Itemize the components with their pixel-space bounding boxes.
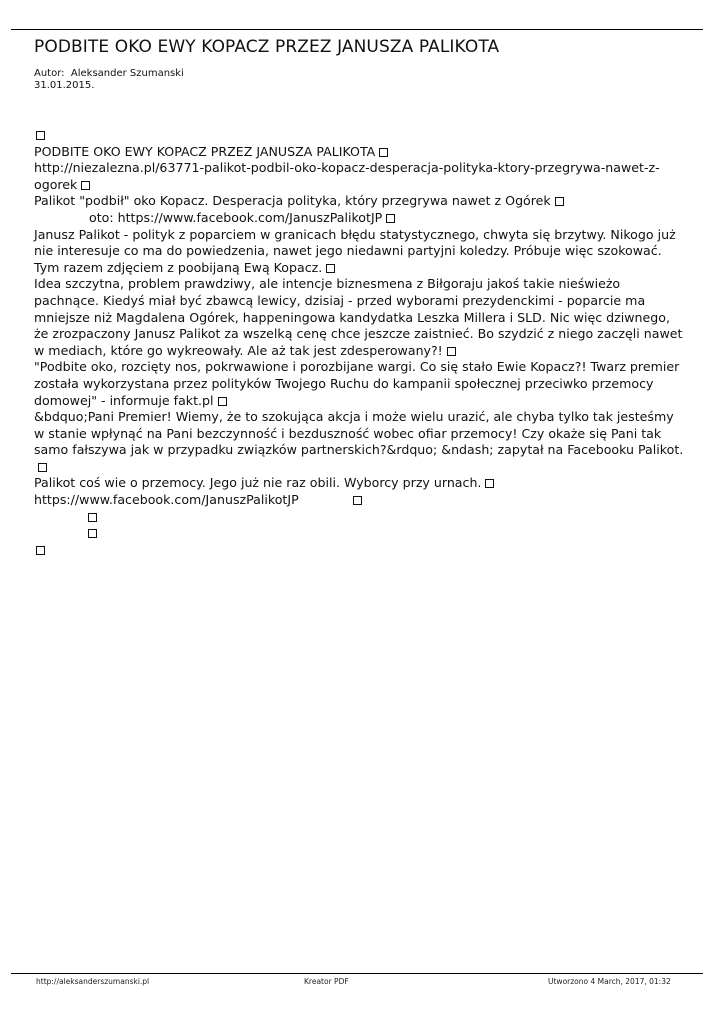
- author-label: Autor:: [34, 68, 65, 79]
- source-url-continuation: ogorek: [34, 177, 686, 194]
- missing-glyph-icon: [485, 479, 494, 488]
- missing-glyph-icon: [326, 264, 335, 273]
- author-name: Aleksander Szumanski: [70, 68, 184, 79]
- document-meta: [34, 68, 184, 92]
- document-title: PODBITE OKO EWY KOPACZ PRZEZ JANUSZA PALIKOTA: [34, 37, 500, 57]
- headline-line: Palikot "podbił" oko Kopacz. Desperacja polityka, który przegrywa nawet z Ogórek: [34, 193, 686, 210]
- paragraph: "Podbite oko, rozcięty nos, pokrwawione i porozbijane wargi. Co się stało Ewie Kopacz?! Twarz premier została wykorzystana przez polityków Twojego Ruchu do kampanii społecznej przeciwko przemocy domowej" - informuje fakt.pl: [34, 359, 680, 408]
- placeholder-line: [34, 525, 686, 542]
- final-url-line: [34, 492, 686, 509]
- missing-glyph-icon: [36, 546, 45, 555]
- source-url-line: [34, 160, 686, 177]
- missing-glyph-icon: [386, 214, 395, 223]
- missing-glyph-icon: [555, 197, 564, 206]
- missing-glyph-icon: [353, 496, 362, 505]
- article-body: [34, 127, 686, 558]
- source-url: http://niezalezna.pl/63771-palikot-podbil-oko-kopacz-desperacja-polityka-ktory-przegrywa-nawet-z-: [34, 160, 660, 176]
- final-url: https://www.facebook.com/JanuszPalikotJP: [34, 492, 299, 508]
- paragraph: &bdquo;Pani Premier! Wiemy, że to szokująca akcja i może wielu urazić, ale chyba tylko tak jesteśmy w stanie wpłynąć na Pani bezczynność i bezduszność wobec ofiar przemocy! Czy okaże się Pani tak samo fałszywa jak w przypadku związków partnerskich?&rdquo; &ndash; zapytał na Facebooku Palikot.: [34, 409, 686, 475]
- paragraph: Janusz Palikot - polityk z poparciem w granicach błędu statystycznego, chwyta się brzytwy. Nikogo już nie interesuje co ma do powiedzenia, nawet jego niedawni partyjni koledzy. Próbuje więc szokować. Tym razem zdjęciem z poobijaną Ewą Kopacz.: [34, 226, 676, 275]
- footer-created-date: Utworzono 4 March, 2017, 01:32: [548, 977, 671, 986]
- placeholder-line: [34, 509, 686, 526]
- missing-glyph-icon: [38, 463, 47, 472]
- missing-glyph-icon: [81, 181, 90, 190]
- missing-glyph-icon: [218, 397, 227, 406]
- paragraph: Idea szczytna, problem prawdziwy, ale intencje biznesmena z Biłgoraju jakoś takie nieświeżo pachnące. Kiedyś miał być zbawcą lewicy, dzisiaj - przed wyborami prezydenckimi - poparcie ma mniejsze niż Magdalena Ogórek, happeningowa kandydatka Leszka Millera i SLD. Nic więc dziwnego, że zrozpaczony Janusz Palikot za wszelką cenę chce jeszcze zaistnieć. Bo szydzić z niego zaczęli nawet w mediach, które go wykreowały. Ale aż tak jest zdesperowany?!: [34, 276, 683, 358]
- missing-glyph-icon: [447, 347, 456, 356]
- header-rule: [11, 29, 703, 30]
- document-date: 31.01.2015.: [34, 80, 95, 91]
- missing-glyph-icon: [379, 148, 388, 157]
- repeated-title-line: PODBITE OKO EWY KOPACZ PRZEZ JANUSZA PALIKOTA: [34, 144, 686, 161]
- missing-glyph-icon: [88, 513, 97, 522]
- facebook-source-line: oto: https://www.facebook.com/JanuszPalikotJP: [34, 210, 686, 227]
- footer-site-url: http://aleksanderszumanski.pl: [36, 977, 150, 986]
- paragraph: Palikot coś wie o przemocy. Jego już nie raz obili. Wyborcy przy urnach.: [34, 475, 686, 492]
- missing-glyph-icon: [88, 529, 97, 538]
- footer-generator: Kreator PDF: [304, 977, 349, 986]
- footer-rule: [11, 973, 703, 974]
- placeholder-line: [34, 542, 686, 559]
- missing-glyph-icon: [36, 131, 45, 140]
- author-line: [34, 68, 184, 80]
- placeholder-line: [34, 127, 686, 144]
